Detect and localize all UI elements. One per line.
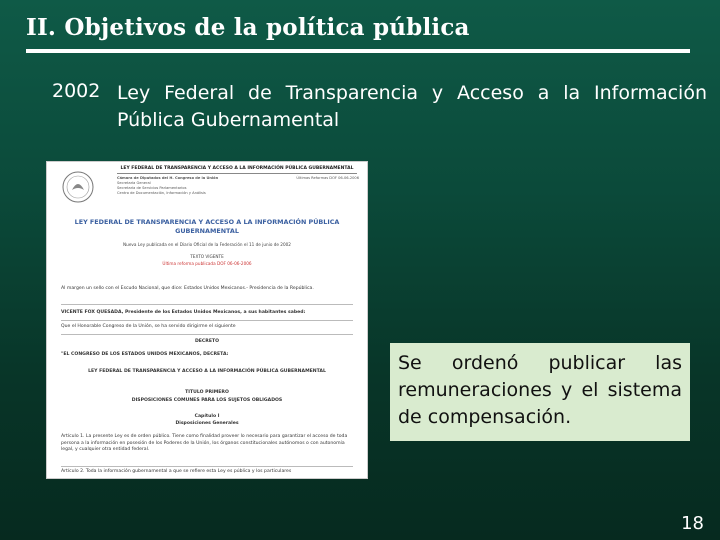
callout-note: Se ordenó publicar las remuneraciones y el sistema de compensación. <box>390 343 690 441</box>
doc-divider <box>61 304 353 305</box>
entry-year: 2002 <box>52 80 101 102</box>
doc-art-2: Artículo 2. Toda la información gubernamental a que se refiere esta Ley es pública y los particulares <box>61 469 292 474</box>
document-image <box>46 161 368 479</box>
title-underline <box>26 49 690 53</box>
doc-main-title: LEY FEDERAL DE TRANSPARENCIA Y ACCESO A LA INFORMACIÓN PÚBLICA GUBERNAMENTAL <box>74 218 340 235</box>
doc-published: Nueva Ley publicada en el Diario Oficial de la Federación el 11 de junio de 2002 <box>123 242 291 247</box>
doc-law-title: LEY FEDERAL DE TRANSPARENCIA Y ACCESO A LA INFORMACIÓN PÚBLICA GUBERNAMENTAL <box>88 369 326 374</box>
doc-divider <box>61 466 353 467</box>
doc-divider <box>61 320 353 321</box>
doc-divider <box>61 334 353 335</box>
coat-of-arms-seal <box>61 170 95 204</box>
doc-para-1: Al margen un sello con el Escudo Nacional, que dice: Estados Unidos Mexicanos.- Presidencia de la República. <box>61 286 314 291</box>
doc-last-reform: Última reforma publicada DOF 06-06-2006 <box>162 261 252 266</box>
doc-titulo: TITULO PRIMERO <box>185 390 229 395</box>
meta-line: Cámara de Diputados del H. Congreso de la Unión <box>117 176 219 180</box>
meta-line: Centro de Documentación, Información y Análisis <box>117 191 206 195</box>
doc-meta-right: Últimas Reformas DOF 06-06-2006 <box>296 176 359 180</box>
entry-text: Ley Federal de Transparencia y Acceso a la Información Pública Gubernamental <box>117 82 707 131</box>
doc-header-title: LEY FEDERAL DE TRANSPARENCIA Y ACCESO A LA INFORMACIÓN PÚBLICA GUBERNAMENTAL <box>120 166 354 171</box>
doc-para-3: Que el Honorable Congreso de la Unión, se ha servido dirigirme el siguiente <box>61 324 236 329</box>
doc-disp-generales: Disposiciones Generales <box>175 421 239 426</box>
meta-line: Secretaría General <box>117 181 151 185</box>
slide-title: II. Objetivos de la política pública <box>26 14 470 41</box>
doc-meta-left <box>117 176 237 196</box>
meta-line: Secretaría de Servicios Parlamentarios <box>117 186 187 190</box>
doc-capitulo: Capítulo I <box>194 414 220 419</box>
doc-congreso: "EL CONGRESO DE LOS ESTADOS UNIDOS MEXICANOS, DECRETA: <box>61 352 229 357</box>
doc-art-1: Artículo 1. La presente Ley es de orden público. Tiene como finalidad proveer lo necesario para garantizar el acceso de toda persona a la información en posesión de los Poderes de la Unión, los órganos constitucionales autónomos o con autonomía legal, y cualquier otra entidad federal. <box>61 434 348 453</box>
doc-header-rule <box>117 173 357 174</box>
doc-decreto: DECRETO <box>194 339 220 344</box>
page-number: 18 <box>681 513 704 534</box>
doc-para-2: VICENTE FOX QUESADA, Presidente de los Estados Unidos Mexicanos, a sus habitantes sabed: <box>61 310 306 315</box>
doc-text-vigente: TEXTO VIGENTE <box>190 254 224 259</box>
doc-disposiciones: DISPOSICIONES COMUNES PARA LOS SUJETOS OBLIGADOS <box>131 398 283 403</box>
